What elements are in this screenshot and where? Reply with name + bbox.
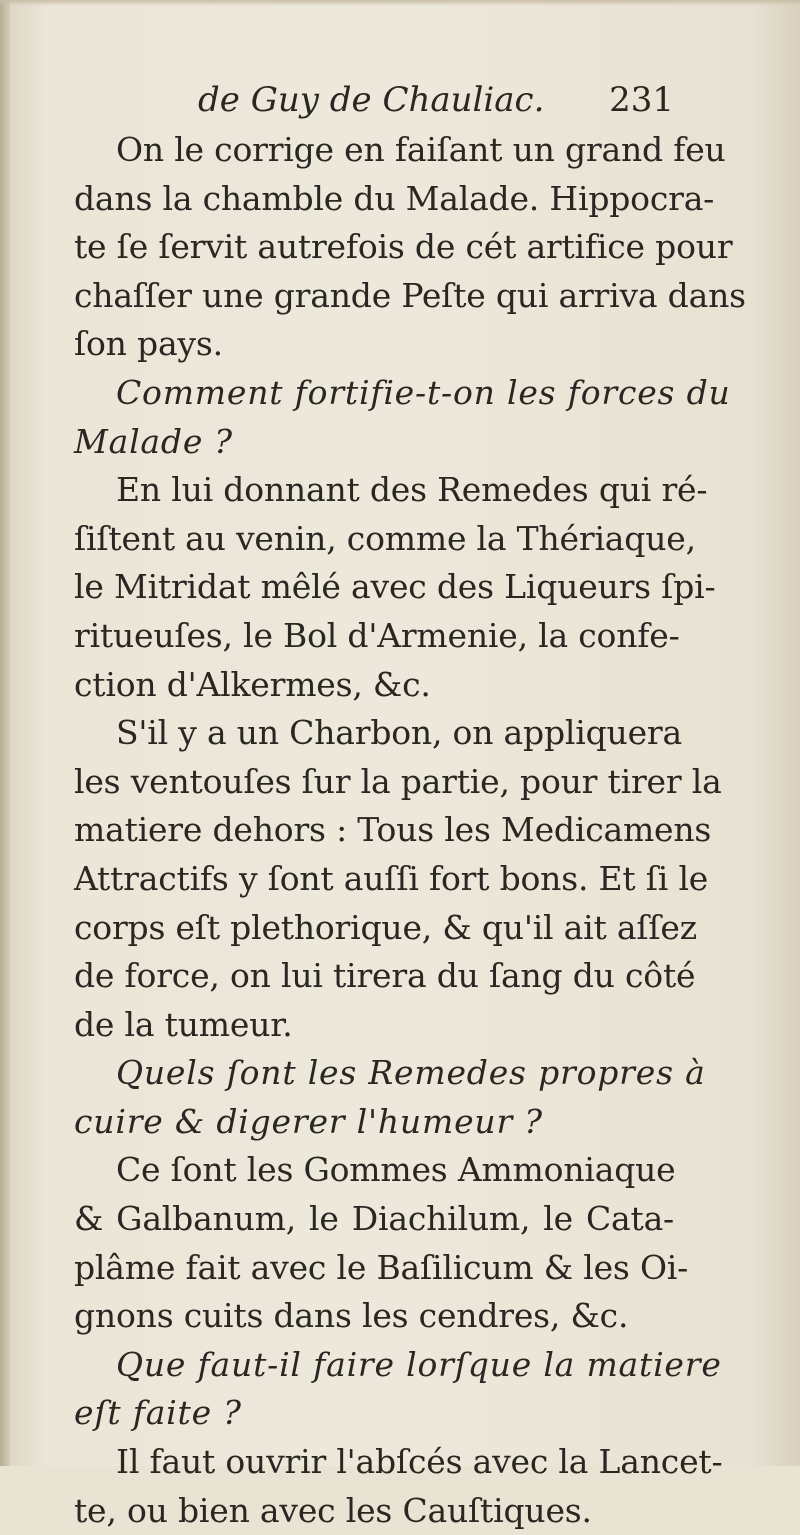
text-line: de la tumeur. (74, 1004, 293, 1044)
page-text (74, 80, 746, 1535)
question-line: Comment fortifie-t-on les forces du (116, 372, 731, 412)
text-line: plâme fait avec le Baſilicum & les Oi- (74, 1247, 689, 1287)
running-title: de Guy de Chauliac. (198, 80, 545, 120)
question-line: Malade ? (74, 421, 233, 461)
text-line: le Mitridat mêlé avec des Liqueurs ſpi- (74, 567, 716, 607)
text-line: & Galbanum, le Diachilum, le Cata- (74, 1199, 674, 1239)
text-line: ſon pays. (74, 324, 223, 364)
text-line: On le corrige en faiſant un grand feu (116, 130, 726, 169)
text-line: Ce ſont les Gommes Ammoniaque (116, 1150, 676, 1190)
text-line: te, ou bien avec les Cauſtiques. (74, 1490, 592, 1530)
page-header (74, 80, 674, 126)
text-line: ritueuſes, le Bol d'Armenie, la confe- (74, 615, 680, 655)
text-line: dans la chamble du Malade. Hippocra- (74, 178, 715, 218)
question-line: eſt faite ? (74, 1393, 242, 1433)
text-line: ſiſtent au venin, comme la Thériaque, (74, 518, 696, 558)
question-line: Quels ſont les Remedes propres à (116, 1053, 706, 1093)
text-line: matiere dehors : Tous les Medicamens (74, 810, 712, 850)
page-number: 231 (609, 80, 674, 120)
text-line: En lui donnant des Remedes qui ré- (116, 470, 708, 510)
text-line: Attractifs y ſont auſſi fort bons. Et ſi le (74, 858, 709, 898)
text-line: te ſe ſervit autrefois de cét artifice pour (74, 227, 733, 267)
text-line: corps eſt plethorique, & qu'il ait aſſez (74, 907, 697, 947)
binding-edge (0, 0, 10, 1466)
text-line: S'il y a un Charbon, on appliquera (116, 713, 682, 753)
page-top-edge (0, 0, 800, 6)
text-line: chaſſer une grande Peſte qui arriva dans (74, 275, 746, 315)
question-line: Que faut-il faire lorſque la matiere (116, 1344, 722, 1384)
text-line: Il faut ouvrir l'abſcés avec la Lancet- (116, 1442, 723, 1482)
text-line: gnons cuits dans les cendres, &c. (74, 1296, 629, 1336)
question-line: cuire & digerer l'humeur ? (74, 1101, 543, 1141)
text-line: de force, on lui tirera du ſang du côté (74, 956, 696, 996)
text-line: les ventouſes ſur la partie, pour tirer la (74, 761, 722, 801)
text-line: ction d'Alkermes, &c. (74, 664, 431, 704)
